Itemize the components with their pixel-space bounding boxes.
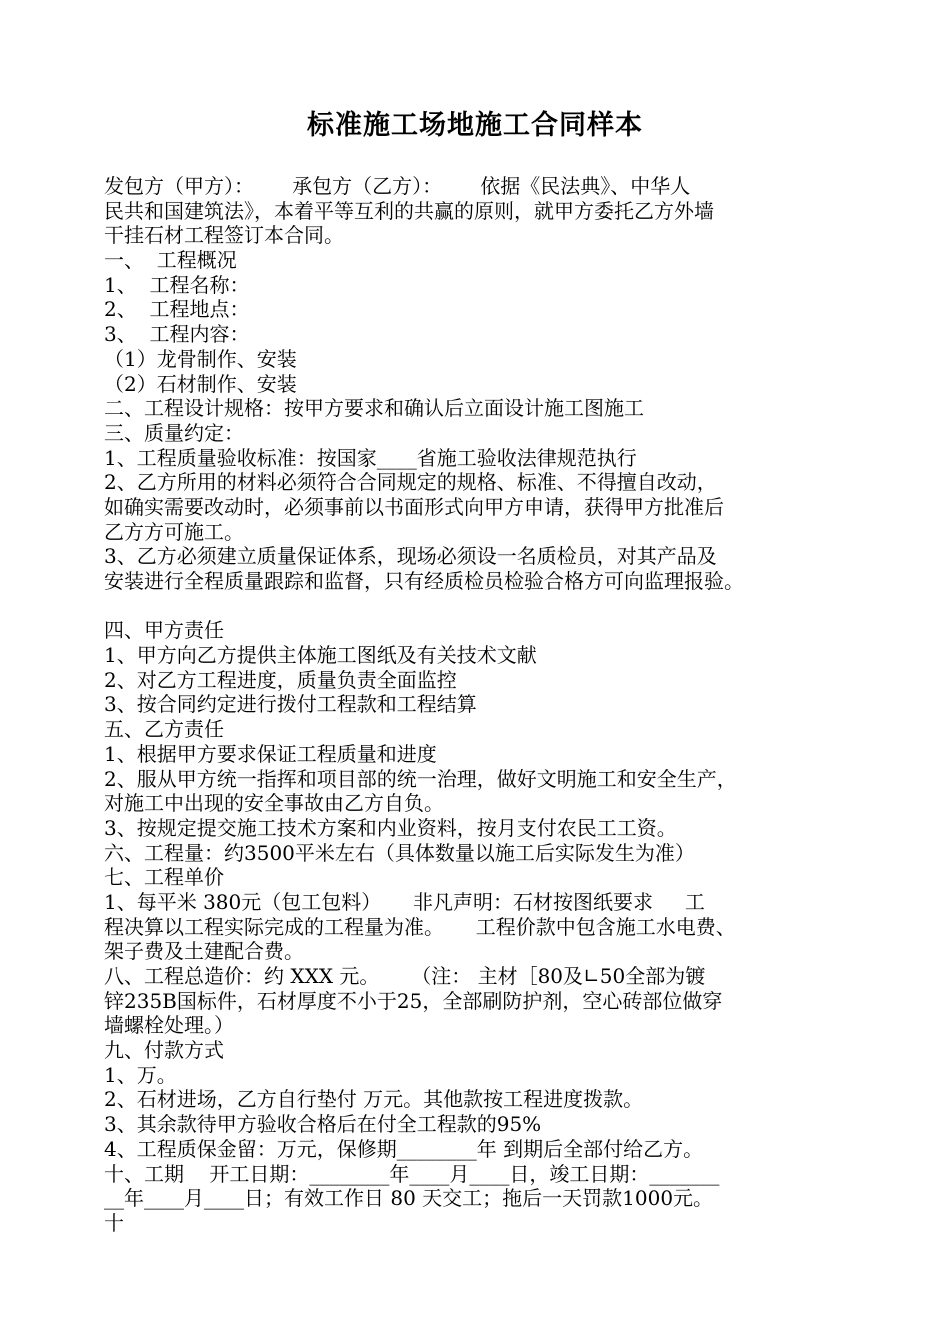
contract-line: 六、工程量：约3500平米左右（具体数量以施工后实际发生为准） — [104, 840, 695, 865]
contract-body — [104, 174, 864, 1236]
contract-line: 十 — [104, 1210, 124, 1235]
contract-line: 二、工程设计规格：按甲方要求和确认后立面设计施工图施工 — [104, 396, 644, 421]
contract-line: （1）龙骨制作、安装 — [104, 346, 297, 371]
contract-line: 一、 工程概况 — [104, 248, 237, 273]
contract-line: 1、甲方向乙方提供主体施工图纸及有关技术文献 — [104, 643, 537, 668]
contract-line: 如确实需要改动时，必须事前以书面形式向甲方申请，获得甲方批准后 — [104, 494, 724, 519]
contract-line: 架子费及土建配合费。 — [104, 939, 304, 964]
contract-line: 1、每平米 380元（包工包料） 非凡声明：石材按图纸要求 工 — [104, 889, 705, 914]
contract-line: 程决算以工程实际完成的工程量为准。 工程价款中包含施工水电费、 — [104, 914, 736, 939]
blank-line — [104, 594, 864, 619]
contract-line: 3、 工程内容： — [104, 322, 250, 347]
contract-line: 2、 工程地点： — [104, 297, 250, 322]
contract-line: 2、乙方所用的材料必须符合合同规定的规格、标准、不得擅自改动， — [104, 470, 717, 495]
contract-line: 锌235B国标件，石材厚度不小于25，全部刷防护剂，空心砖部位做穿 — [104, 988, 723, 1013]
contract-line: 4、工程质保金留：万元，保修期________年 到期后全部付给乙方。 — [104, 1136, 704, 1161]
contract-line: 八、工程总造价：约 XXX 元。 （注： 主材［80及∟50全部为镀 — [104, 964, 706, 988]
contract-line: 1、 工程名称： — [104, 272, 250, 297]
contract-line: 墙螺栓处理。） — [104, 1013, 234, 1038]
contract-line: 七、工程单价 — [104, 865, 224, 890]
contract-line: 2、服从甲方统一指挥和项目部的统一治理，做好文明施工和安全生产， — [104, 766, 737, 791]
contract-line: __年____月____日；有效工作日 80 天交工；拖后一天罚款1000元。 — [104, 1186, 714, 1211]
contract-line: 九、付款方式 — [104, 1038, 224, 1063]
contract-line: 发包方（甲方）： 承包方（乙方）： 依据《民法典》、中华人 — [104, 174, 691, 198]
contract-line: 2、石材进场，乙方自行垫付 万元。其他款按工程进度拨款。 — [104, 1087, 644, 1112]
contract-line: 3、按规定提交施工技术方案和内业资料，按月支付农民工工资。 — [104, 815, 677, 840]
contract-line: 三、质量约定： — [104, 420, 244, 445]
contract-line: 1、工程质量验收标准：按国家____省施工验收法律规范执行 — [104, 445, 637, 470]
contract-line: 1、根据甲方要求保证工程质量和进度 — [104, 741, 437, 766]
contract-line: 3、乙方必须建立质量保证体系，现场必须设一名质检员，对其产品及 — [104, 544, 717, 569]
contract-line: 四、甲方责任 — [104, 618, 224, 643]
contract-line: 十、工期 开工日期：________年____月____日，竣工日期：_______ — [104, 1161, 720, 1186]
contract-line: 1、万。 — [104, 1062, 177, 1087]
contract-line: 3、其余款待甲方验收合格后在付全工程款的95% — [104, 1112, 542, 1137]
contract-line: 乙方方可施工。 — [104, 519, 244, 544]
contract-line: 五、乙方责任 — [104, 717, 224, 742]
contract-line: 民共和国建筑法》，本着平等互利的共赢的原则，就甲方委托乙方外墙 — [104, 198, 714, 223]
contract-line: 对施工中出现的安全事故由乙方自负。 — [104, 791, 444, 816]
document-title: 标准施工场地施工合同样本 — [307, 110, 643, 141]
contract-line: 干挂石材工程签订本合同。 — [104, 223, 344, 248]
contract-line: 安装进行全程质量跟踪和监督，只有经质检员检验合格方可向监理报验。 — [104, 569, 744, 593]
contract-line: 3、按合同约定进行拨付工程款和工程结算 — [104, 692, 477, 717]
contract-line: 2、对乙方工程进度，质量负责全面监控 — [104, 667, 457, 692]
contract-line: （2）石材制作、安装 — [104, 371, 297, 396]
